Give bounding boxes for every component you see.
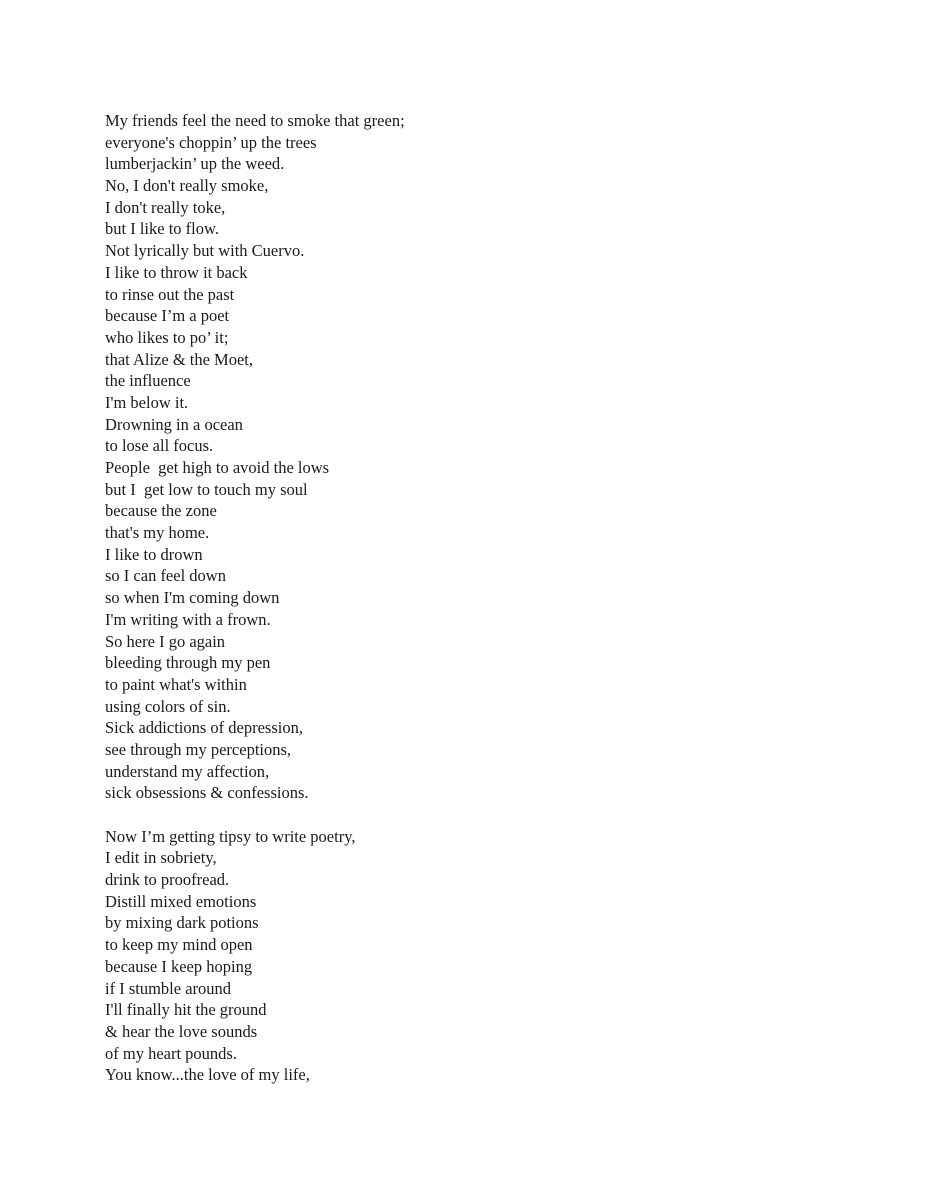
poem-line: to paint what's within (105, 674, 247, 694)
poem-line: drink to proofread. (105, 870, 230, 890)
poem-stanza (105, 826, 805, 1086)
poem-line: by mixing dark potions (105, 913, 259, 933)
poem-line: using colors of sin. (105, 696, 231, 716)
poem-line: Not lyrically but with Cuervo. (105, 241, 305, 261)
poem-line: sick obsessions & confessions. (105, 783, 309, 803)
poem-line: because I keep hoping (105, 956, 253, 976)
poem-line: I like to drown (105, 544, 203, 564)
poem-line: everyone's choppin’ up the trees (105, 132, 317, 152)
poem-line: lumberjackin’ up the weed. (105, 154, 285, 174)
poem-line: but I get low to touch my soul (105, 479, 308, 499)
poem-line: I like to throw it back (105, 262, 248, 282)
poem-line: I'll finally hit the ground (105, 1000, 267, 1020)
poem-line: because the zone (105, 501, 217, 521)
poem-line: bleeding through my pen (105, 653, 271, 673)
poem-line: Drowning in a ocean (105, 414, 243, 434)
poem-line: so I can feel down (105, 566, 226, 586)
poem-line: I edit in sobriety, (105, 848, 217, 868)
poem-line: who likes to po’ it; (105, 327, 229, 347)
poem-line: so when I'm coming down (105, 588, 280, 608)
poem-line: So here I go again (105, 631, 226, 651)
poem-line: You know...the love of my life, (105, 1065, 310, 1085)
poem-line: of my heart pounds. (105, 1043, 237, 1063)
poem-line: Sick addictions of depression, (105, 718, 303, 738)
poem-line: that's my home. (105, 523, 210, 543)
poem-line: I'm writing with a frown. (105, 609, 271, 629)
poem-line: No, I don't really smoke, (105, 176, 269, 196)
poem-line: People get high to avoid the lows (105, 458, 330, 477)
poem-line: & hear the love sounds (105, 1021, 258, 1041)
poem-line: to keep my mind open (105, 935, 253, 955)
poem-line: see through my perceptions, (105, 739, 292, 759)
poem-line: to rinse out the past (105, 284, 235, 304)
poem-line: because I’m a poet (105, 306, 230, 326)
poem-line: Distill mixed emotions (105, 891, 257, 911)
poem-line: that Alize & the Moet, (105, 349, 254, 369)
poem-line: My friends feel the need to smoke that green; (105, 111, 405, 130)
poem-line: the influence (105, 371, 191, 391)
poem-line: I don't really toke, (105, 197, 226, 217)
poem-line: to lose all focus. (105, 436, 214, 456)
poem-text (105, 110, 805, 1086)
poem-line: I'm below it. (105, 392, 189, 412)
poem-line: if I stumble around (105, 978, 232, 998)
poem-line: understand my affection, (105, 761, 270, 781)
poem-line: but I like to flow. (105, 219, 219, 239)
poem-stanza (105, 110, 805, 804)
poem-line: Now I’m getting tipsy to write poetry, (105, 826, 356, 846)
